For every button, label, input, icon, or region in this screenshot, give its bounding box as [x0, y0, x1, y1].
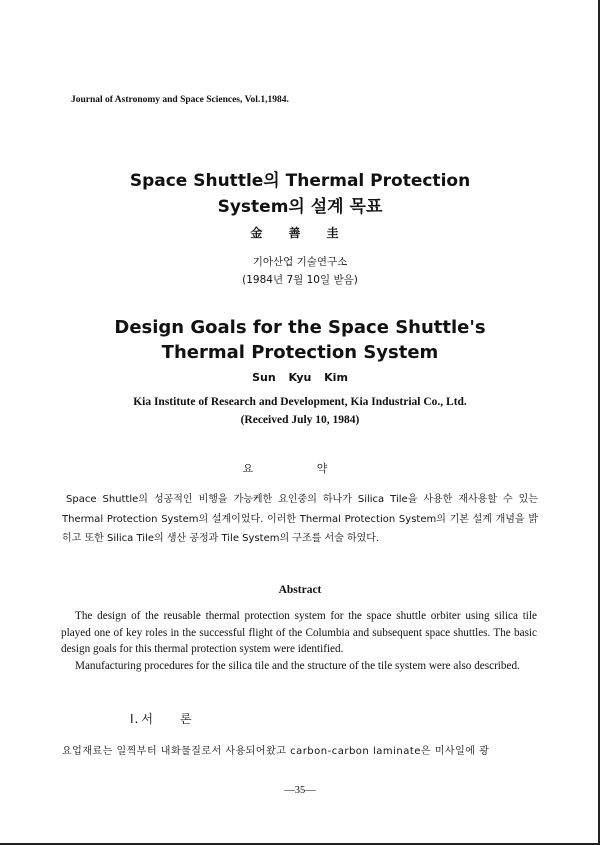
- english-author: Sun Kyu Kim: [252, 371, 348, 384]
- korean-title-line-1: Space Shuttle의 Thermal Protection: [129, 171, 471, 191]
- journal-citation: Journal of Astronomy and Space Sciences, Vol.1,1984.: [71, 95, 289, 105]
- abstract-paragraph-2: Manufacturing procedures for the silica tile and the structure of the tile system were also described.: [75, 659, 520, 672]
- english-title-line-1: Design Goals for the Space Shuttle's: [114, 317, 486, 338]
- page-number: —35—: [284, 785, 316, 796]
- korean-received-date: (1984년 7월 10일 받음): [242, 274, 358, 286]
- intro-paragraph: 요업재료는 일찍부터 내화물질로서 사용되어왔고 carbon-carbon laminate은 미사일에 광: [62, 746, 490, 757]
- abstract-paragraph-1: The design of the reusable thermal protection system for the space shuttle orbiter using silica tile played one of key roles in the successful flight of the Columbia and subsequent space shuttles. The basic design goals for this thermal protection system were identified.: [61, 610, 537, 656]
- korean-author: 金 善 圭: [250, 226, 350, 240]
- section-number: I.: [130, 712, 140, 726]
- section-heading: [130, 710, 193, 727]
- abstract-body: [61, 608, 537, 674]
- english-received-date: (Received July 10, 1984): [240, 414, 360, 426]
- korean-summary-text: Space Shuttle의 성공적인 비행을 가능케한 요인중의 하나가 Silica Tile을 사용한 재사용할 수 있는 Thermal Protection System의 설계이었다. 이러한 Thermal Protection System의 기본 설계 개념을 밝히고 또한 Silica Tile의 생산 공정과 Tile System의 구조를 서술 하였다.: [62, 494, 538, 544]
- korean-affiliation: 기아산업 기술연구소: [252, 256, 348, 268]
- english-title-line-2: Thermal Protection System: [161, 342, 439, 363]
- section-title-part-2: 론: [179, 712, 193, 726]
- korean-summary-heading: 요 약: [242, 462, 358, 475]
- korean-title-line-2: System의 설계 목표: [217, 197, 383, 217]
- english-affiliation: Kia Institute of Research and Development, Kia Industrial Co., Ltd.: [133, 396, 467, 408]
- abstract-heading: Abstract: [278, 584, 322, 596]
- section-title-part-1: 서: [141, 712, 154, 726]
